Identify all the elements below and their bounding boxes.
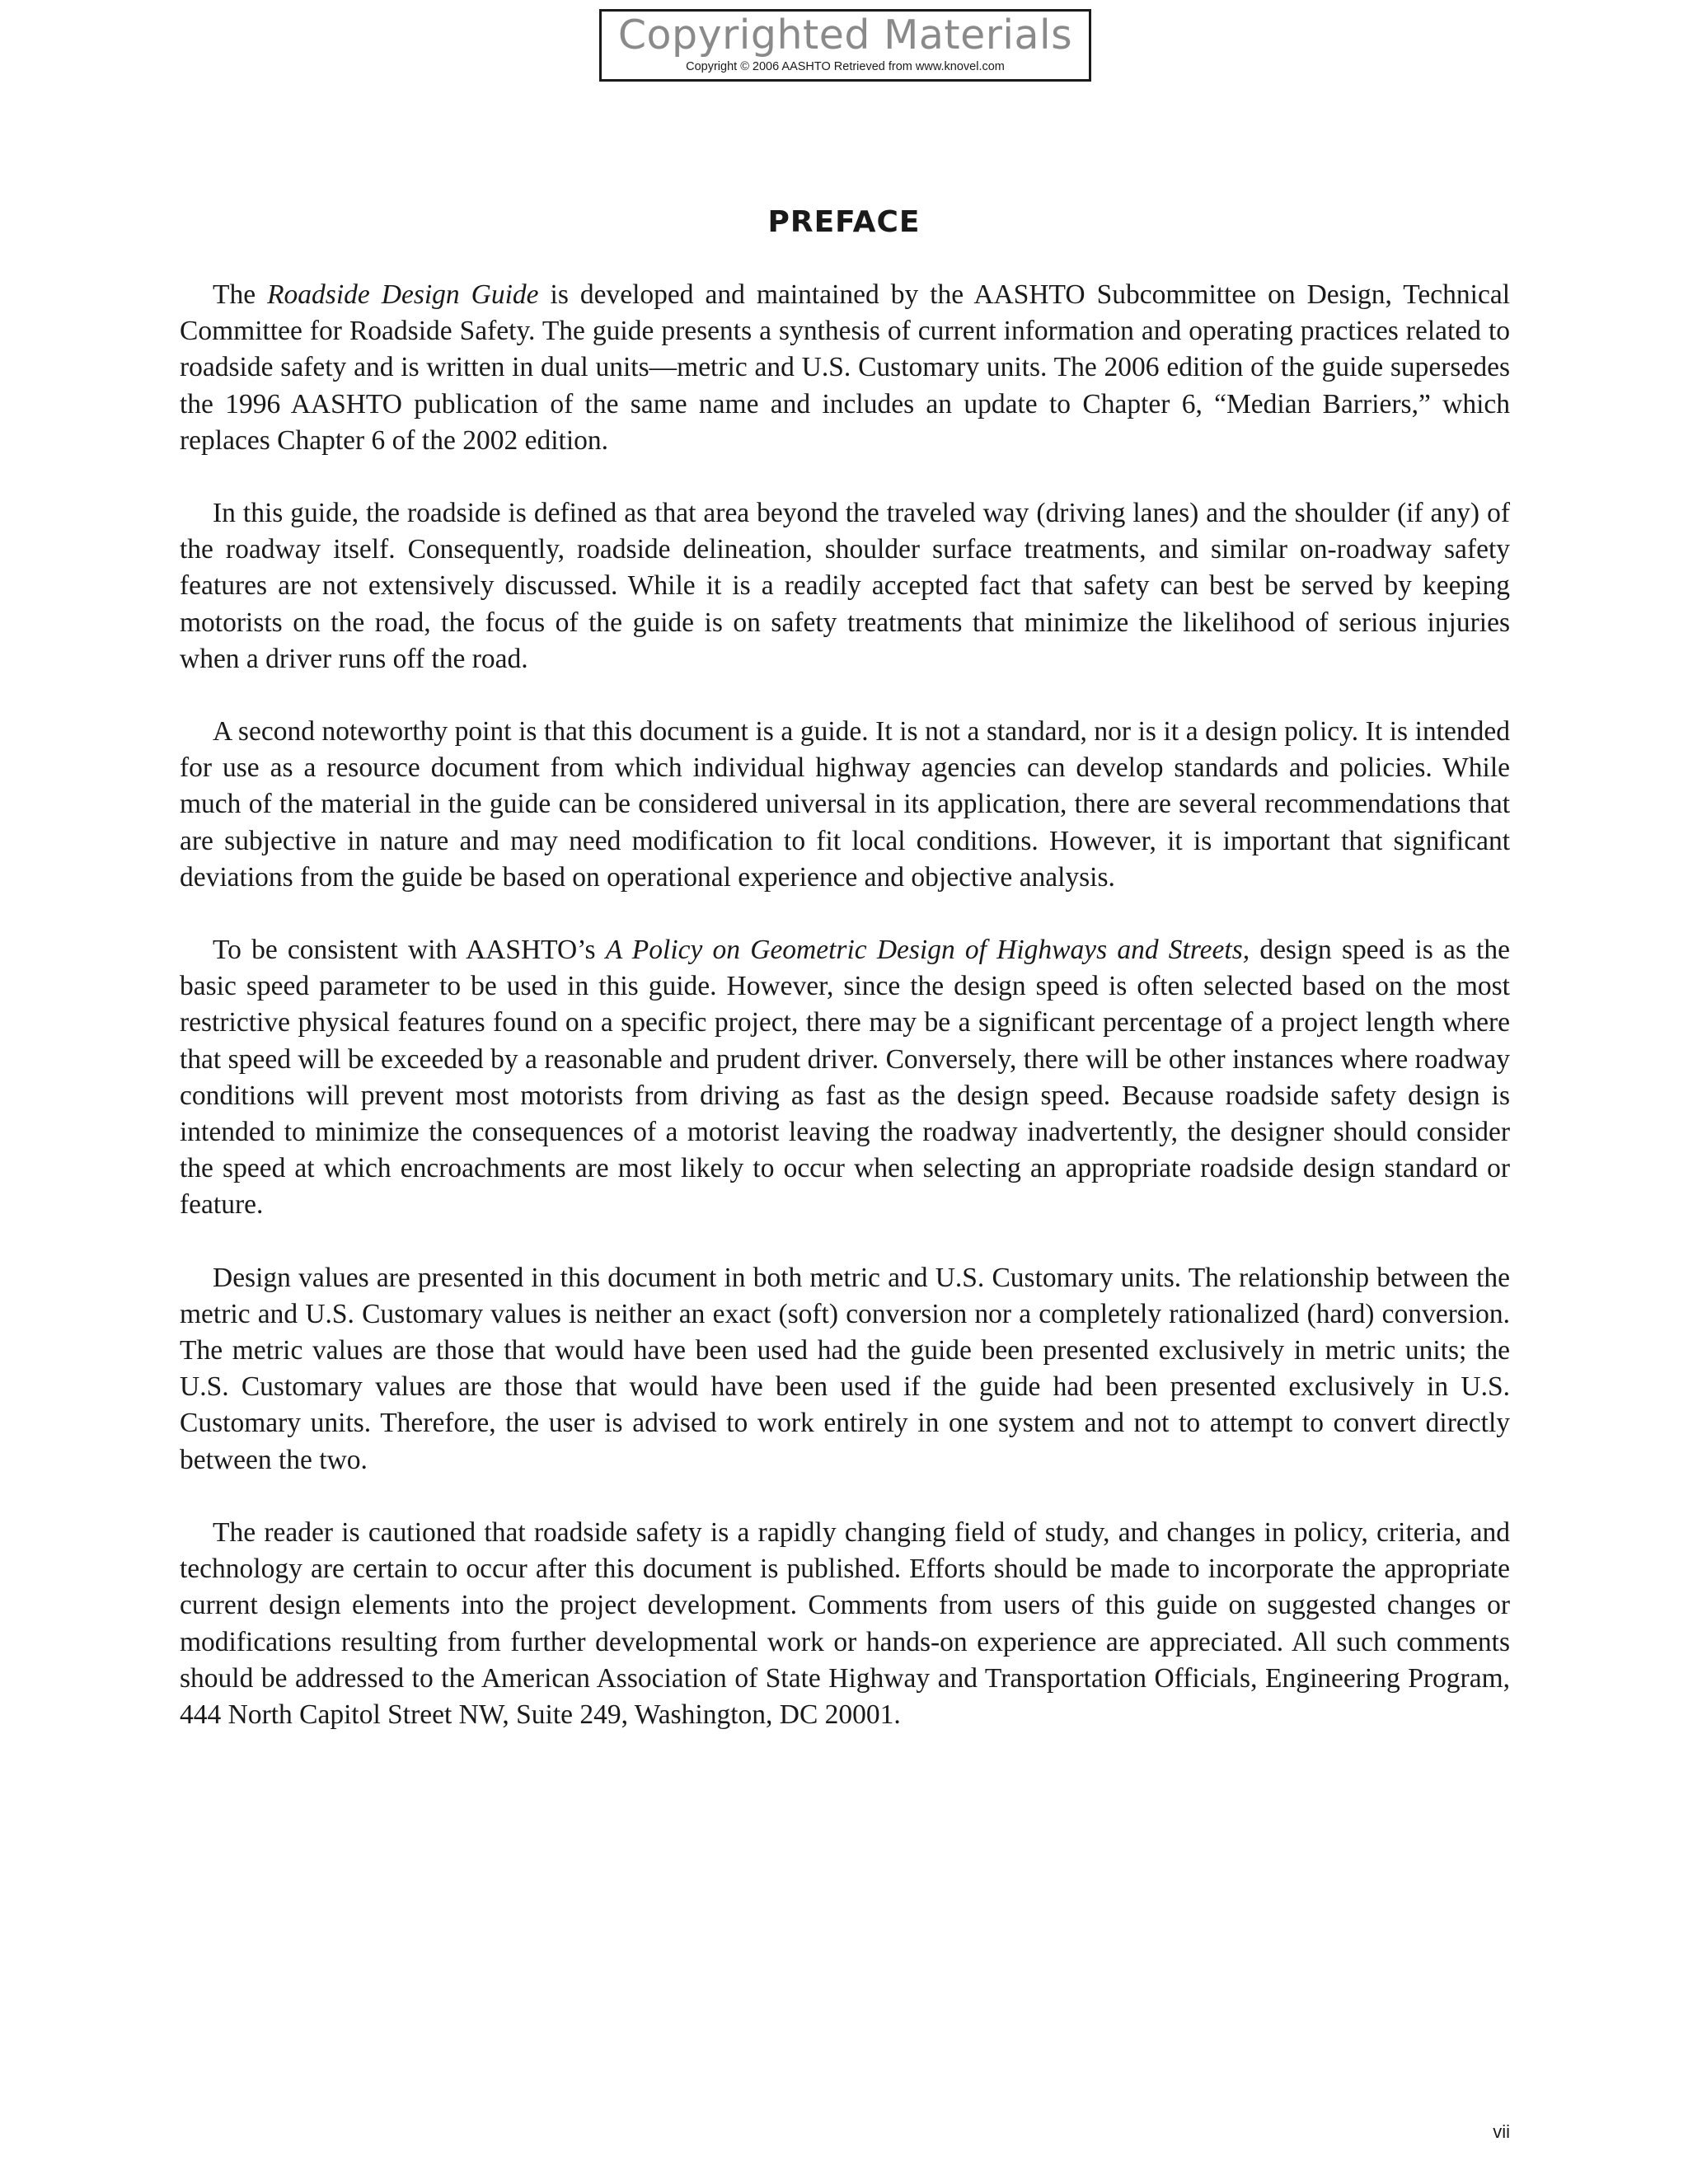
paragraph-6: The reader is cautioned that roadside safety is a rapidly changing field of study, and changes in policy, criteria, and technology are certain to occur after this document is published. Efforts should be made to incorporate the appropriate current design elements into the project development. Comments from users of this guide on suggested changes or modifications resulting from further developmental work or hands-on experience are appreciated. All such comments should be addressed to the American Association of State Highway and Transportation Officials, Engineering Program, 444 North Capitol Street NW, Suite 249, Washington, DC 20001. — [180, 1516, 1510, 1730]
paragraph-1-lead: The — [213, 279, 268, 310]
guide-title: Roadside Design Guide — [267, 279, 539, 310]
policy-title: A Policy on Geometric Design of Highways and Streets, — [605, 935, 1250, 966]
paragraph-4 — [180, 932, 1510, 1224]
paragraph-2: In this guide, the roadside is defined as that area beyond the traveled way (driving lanes) and the shoulder (if any) of the roadway itself. Consequently, roadside delineation, shoulder surface treatments, and similar on-roadway safety features are not extensively discussed. While it is a readily accepted fact that safety can best be served by keeping motorists on the road, the focus of the guide is on safety treatments that minimize the likelihood of serious injuries when a driver runs off the road. — [180, 498, 1510, 674]
paragraph-4-rest: design speed is as the basic speed parameter to be used in this guide. However, since the design speed is often selected based on the most restrictive physical features found on a specific project, there may be a significant percentage of a project length where that speed will be exceeded by a reasonable and prudent driver. Conversely, there will be other instances where roadway conditions will prevent most motorists from driving as fast as the design speed. Because roadside safety design is intended to minimize the consequences of a motorist leaving the roadway inadvertently, the designer should consider the speed at which encroachments are most likely to occur when selecting an appropriate roadside design standard or feature. — [180, 935, 1510, 1221]
copyright-title: Copyrighted Materials — [617, 12, 1073, 59]
paragraph-1-rest: is developed and maintained by the AASHTO Subcommittee on Design, Technical Committee for Roadside Safety. The guide presents a synthesis of current information and operating practices related to roadside safety and is written in dual units—metric and U.S. Customary units. The 2006 edition of the guide supersedes the 1996 AASHTO publication of the same name and includes an update to Chapter 6, “Median Barriers,” which replaces Chapter 6 of the 2002 edition. — [180, 279, 1510, 456]
copyright-stamp — [599, 9, 1091, 82]
copyright-subtitle: Copyright © 2006 AASHTO Retrieved from www.knovel.com — [686, 60, 1005, 73]
page-title: PREFACE — [767, 205, 921, 239]
paragraph-4-lead: To be consistent with AASHTO’s — [213, 935, 606, 966]
paragraph-1 — [180, 277, 1510, 459]
preface-body — [180, 277, 1510, 1733]
page-number: vii — [1493, 2121, 1510, 2142]
paragraph-5: Design values are presented in this document in both metric and U.S. Customary units. The relationship between the metric and U.S. Customary values is neither an exact (soft) conversion nor a completely rationalized (hard) conversion. The metric values are those that would have been used had the guide been presented exclusively in metric units; the U.S. Customary values are those that would have been used if the guide had been presented exclusively in U.S. Customary units. Therefore, the user is advised to work entirely in one system and not to attempt to convert directly between the two. — [180, 1262, 1510, 1475]
paragraph-3: A second noteworthy point is that this document is a guide. It is not a standard, nor is it a design policy. It is intended for use as a resource document from which individual highway agencies can develop standards and policies. While much of the material in the guide can be considered universal in its application, there are several recommendations that are subjective in nature and may need modification to fit local conditions. However, it is important that significant deviations from the guide be based on operational experience and objective analysis. — [180, 716, 1510, 893]
